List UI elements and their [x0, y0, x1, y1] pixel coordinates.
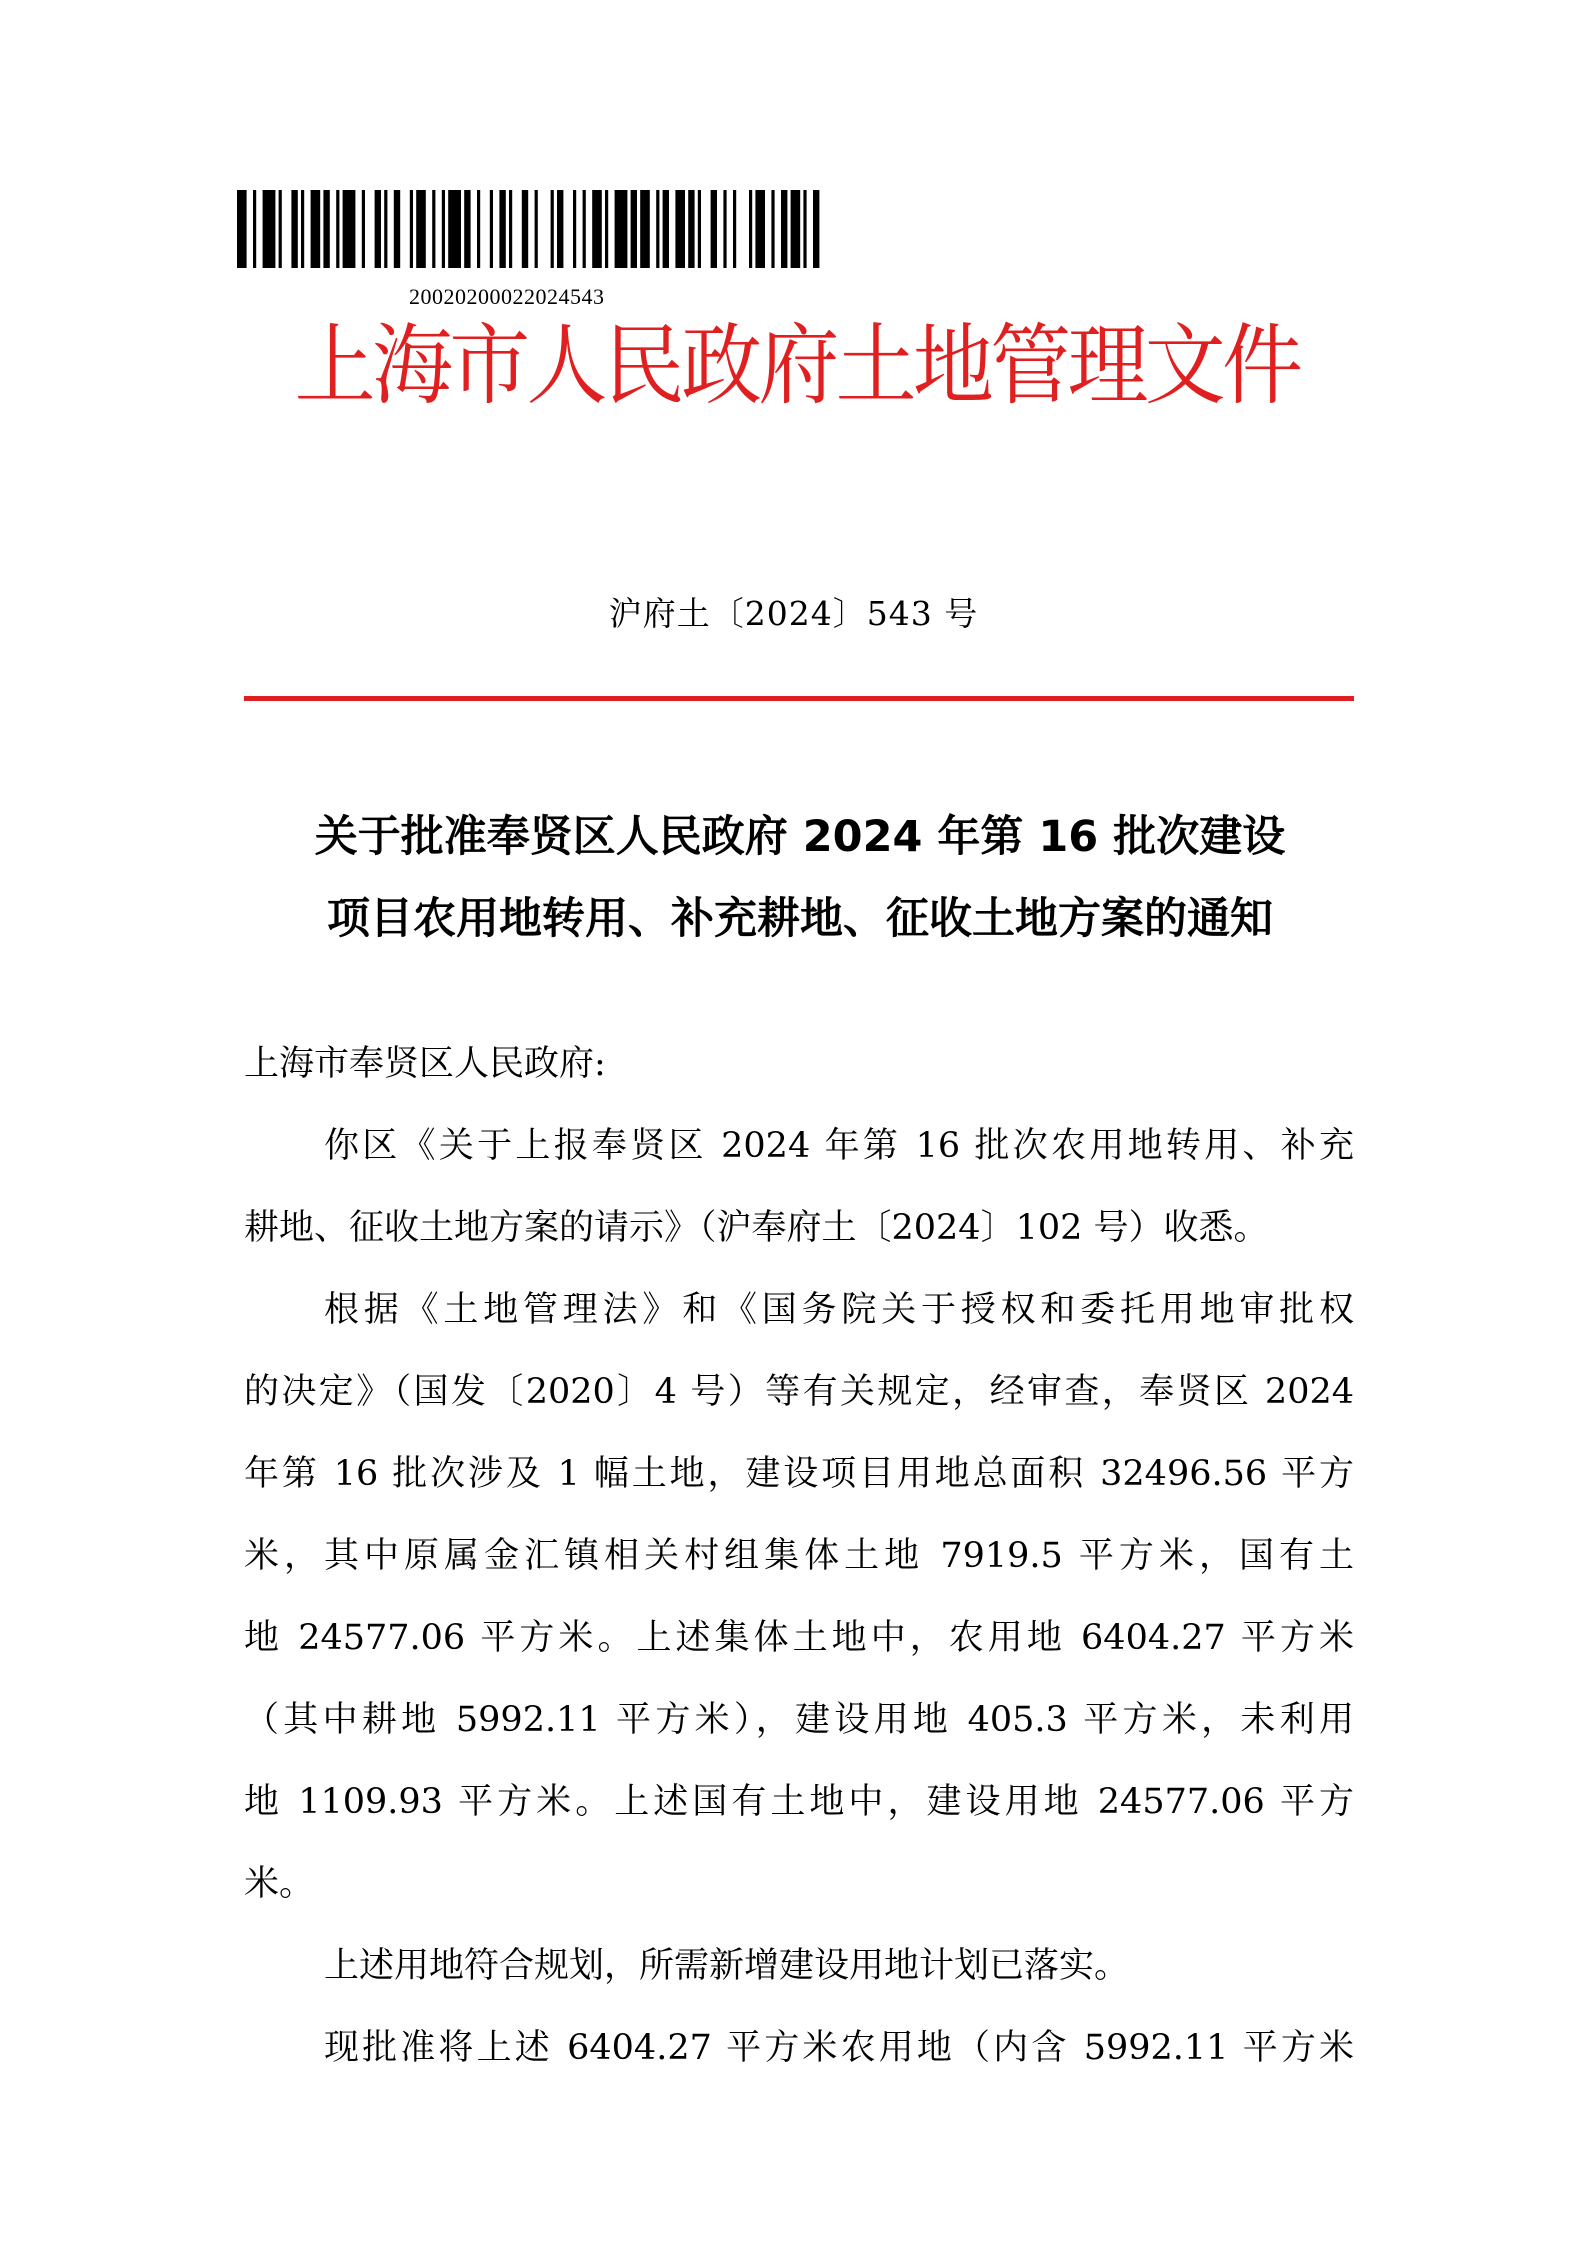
barcode-bar: [442, 190, 445, 268]
paragraph-1-line-1: 你区《关于上报奉贤区 2024 年第 16 批次农用地转用、补充: [324, 1126, 1354, 1166]
barcode-bar: [522, 190, 528, 268]
barcode-bar: [557, 190, 563, 268]
barcode-bar: [432, 190, 435, 268]
barcode-bar: [675, 190, 685, 268]
notice-title-line-1: 关于批准奉贤区人民政府 2024 年第 16 批次建设: [314, 812, 1286, 862]
issuer-header: [0, 314, 1587, 417]
barcode-bar: [551, 190, 554, 268]
barcode-bar: [615, 190, 628, 268]
paragraph-2-line-4: 米，其中原属金汇镇相关村组集体土地 7919.5 平方米，国有土: [244, 1536, 1354, 1576]
barcode-bar: [263, 190, 276, 268]
paragraph-2-line-1: 根据《土地管理法》和《国务院关于授权和委托用地审批权: [324, 1290, 1354, 1330]
barcode-image: [237, 190, 829, 268]
document-number: 沪府土〔2024〕543 号: [608, 594, 979, 633]
barcode-bar: [749, 190, 752, 268]
notice-title: [240, 796, 1360, 960]
barcode-bar: [791, 190, 801, 268]
barcode-bar: [605, 190, 608, 268]
paragraph-3: 上述用地符合规划，所需新增建设用地计划已落实。: [324, 1946, 1130, 1986]
barcode-bar: [448, 190, 461, 268]
barcode-bar: [311, 190, 321, 268]
paragraph-2-line-6: （其中耕地 5992.11 平方米），建设用地 405.3 平方米，未利用: [244, 1700, 1354, 1740]
barcode-bar: [279, 190, 282, 268]
barcode-bar: [477, 190, 480, 268]
barcode-bar: [362, 190, 365, 268]
barcode-bar: [698, 190, 701, 268]
barcode-bar: [535, 190, 538, 268]
issuer-title: 上海市人民政府土地管理文件: [294, 314, 1300, 417]
barcode-bar: [410, 190, 413, 268]
paragraph-2-line-5: 地 24577.06 平方米。上述集体土地中，农用地 6404.27 平方米: [244, 1618, 1354, 1658]
paragraph-2-line-8: 米。: [244, 1864, 315, 1904]
red-separator-line: [244, 696, 1354, 701]
barcode-bar: [490, 190, 493, 268]
barcode-bar: [711, 190, 717, 268]
document-body: [244, 1023, 1354, 2089]
barcode-bar: [253, 190, 256, 268]
barcode-bar: [640, 190, 650, 268]
barcode-bar: [813, 190, 819, 268]
notice-title-line-2: 项目农用地转用、补充耕地、征收土地方案的通知: [327, 894, 1273, 944]
barcode-block: [237, 190, 837, 309]
barcode-bar: [755, 190, 765, 268]
barcode-bar: [583, 190, 586, 268]
barcode-bar: [343, 190, 356, 268]
barcode-bar: [237, 190, 247, 268]
barcode-bar: [323, 190, 329, 268]
barcode-bar: [499, 190, 505, 268]
paragraph-2-line-3: 年第 16 批次涉及 1 幅土地，建设项目用地总面积 32496.56 平方: [244, 1454, 1354, 1494]
barcode-bar: [394, 190, 400, 268]
barcode-bar: [803, 190, 806, 268]
salutation: 上海市奉贤区人民政府:: [244, 1044, 606, 1084]
barcode-bar: [771, 190, 774, 268]
barcode-bar: [656, 190, 659, 268]
barcode-bar: [464, 190, 470, 268]
barcode-bar: [573, 190, 576, 268]
paragraph-2-line-2: 的决定》（国发〔2020〕4 号）等有关规定，经审查，奉贤区 2024: [244, 1372, 1354, 1412]
barcode-bar: [336, 190, 339, 268]
barcode-bar: [631, 190, 637, 268]
barcode-bar: [733, 190, 736, 268]
barcode-bar: [509, 190, 512, 268]
barcode-bar: [375, 190, 381, 268]
barcode-bar: [301, 190, 304, 268]
barcode-bar: [688, 190, 694, 268]
barcode-bar: [663, 190, 669, 268]
barcode-bar: [781, 190, 787, 268]
paragraph-1-line-2: 耕地、征收土地方案的请示》（沪奉府土〔2024〕102 号）收悉。: [244, 1208, 1269, 1248]
barcode-bar: [416, 190, 426, 268]
barcode-bar: [384, 190, 387, 268]
barcode-bar: [592, 190, 602, 268]
paragraph-4-line-1: 现批准将上述 6404.27 平方米农用地（内含 5992.11 平方米: [324, 2028, 1354, 2068]
barcode-number: 2002020002202454​3: [409, 284, 605, 309]
barcode-bar: [723, 190, 726, 268]
paragraph-2-line-7: 地 1109.93 平方米。上述国有土地中，建设用地 24577.06 平方: [244, 1782, 1354, 1822]
barcode-bar: [291, 190, 297, 268]
